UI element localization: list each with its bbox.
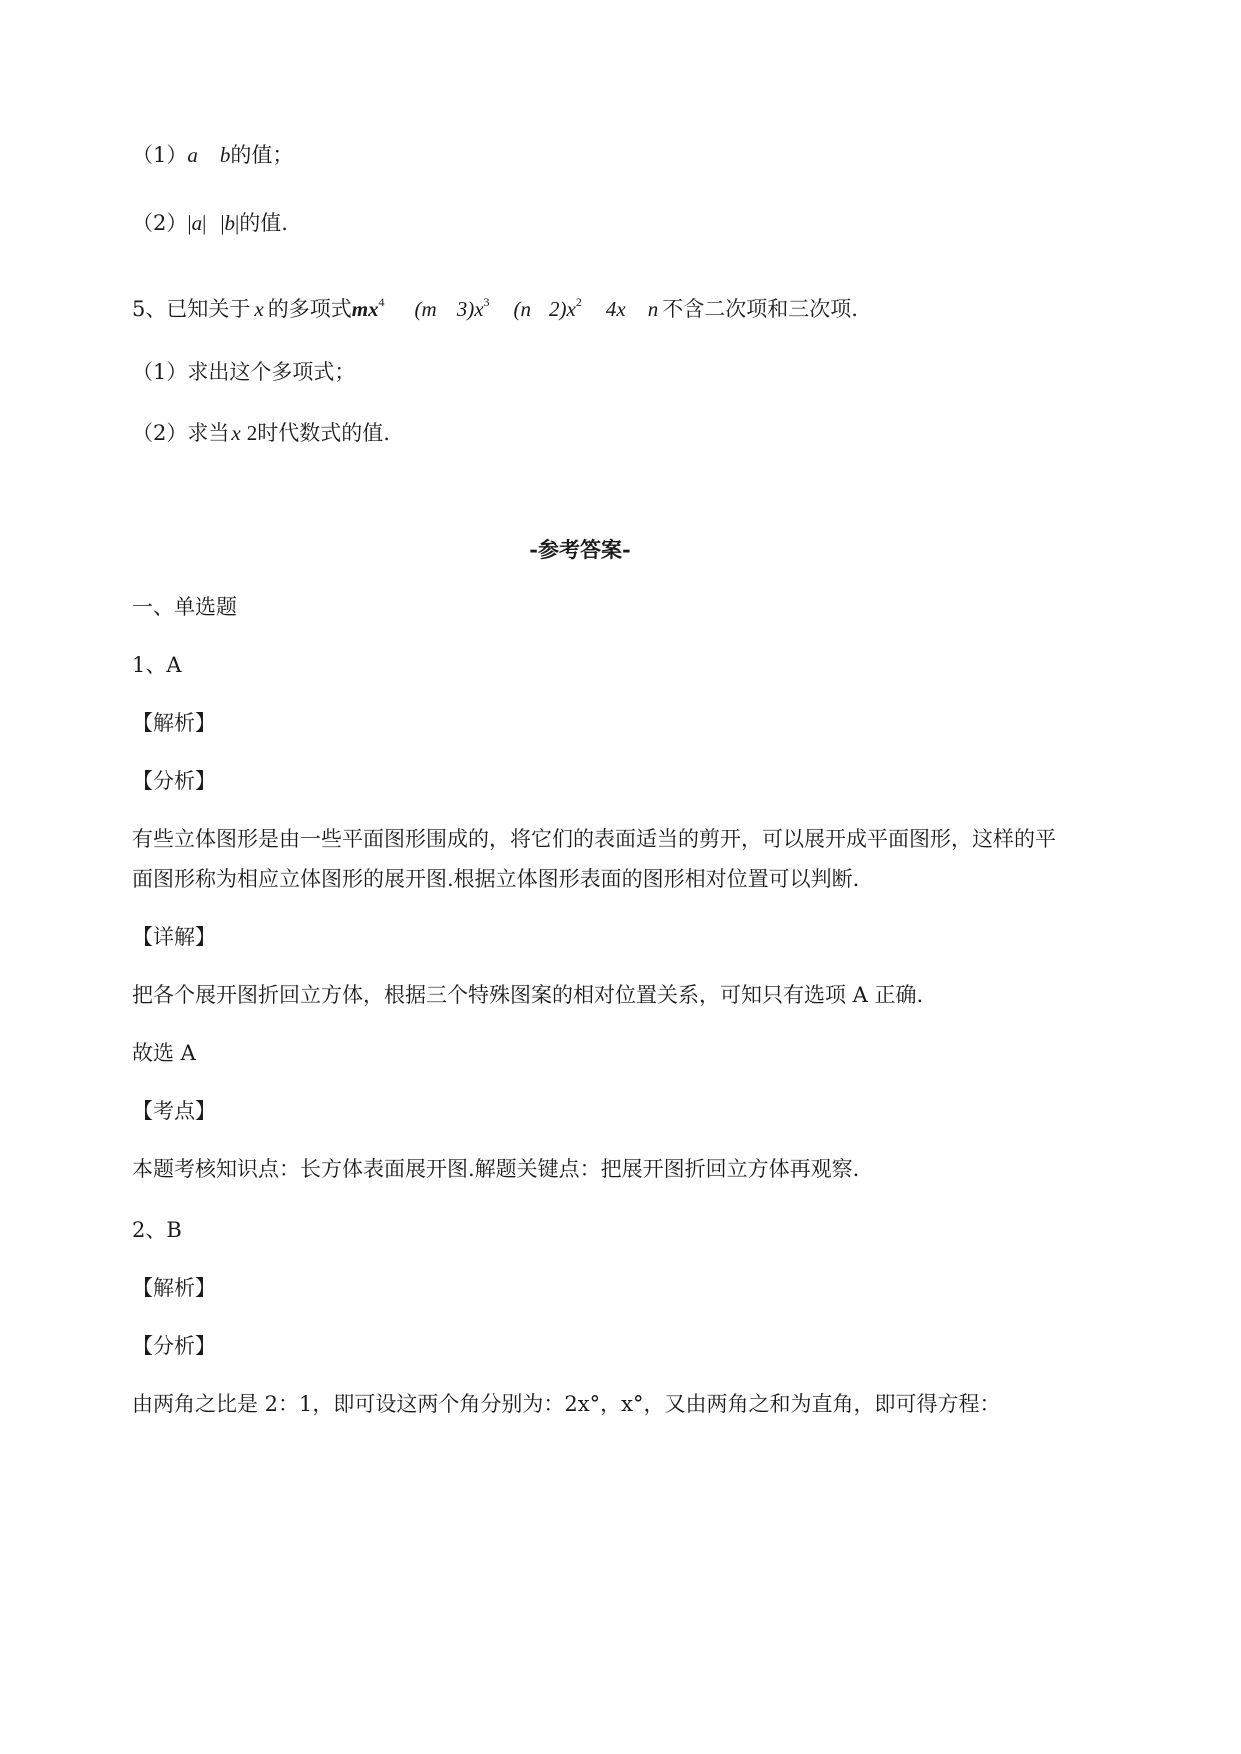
- q5-exp-3: 3: [483, 295, 490, 309]
- q4-sub1: [132, 140, 293, 170]
- q5-term-m: (m: [414, 297, 437, 321]
- q4-sub1-prefix: （1）: [132, 143, 188, 167]
- q5-sub2: [132, 418, 390, 448]
- answer-2-jiexi: 【解析】: [132, 1276, 216, 1300]
- answer-1-detail: 把各个展开图折回立方体，根据三个特殊图案的相对位置关系，可知只有选项 A 正确.: [132, 983, 924, 1007]
- answers-title: -参考答案-: [529, 537, 631, 562]
- q5-sub2-prefix: （2）求当: [132, 421, 230, 445]
- q5-var: x: [254, 297, 264, 321]
- q4-sub2-prefix: （2）: [132, 211, 188, 235]
- q4-sub1-var-b: b: [219, 143, 231, 167]
- q5-exp-2: 2: [575, 295, 582, 309]
- q4-sub2-abs-a: a: [191, 211, 203, 235]
- answer-1-choice: 故选 A: [132, 1041, 196, 1065]
- q4-sub2-suffix: 的值.: [239, 211, 288, 235]
- answer-1-point: 本题考核知识点：长方体表面展开图.解题关键点：把展开图折回立方体再观察.: [132, 1157, 860, 1181]
- q5-sub2-var: x: [231, 421, 241, 445]
- q5-sub2-value: 2: [246, 421, 258, 445]
- answer-2-number: 2、B: [132, 1218, 182, 1242]
- q5-sub2-suffix: 时代数式的值.: [257, 421, 390, 445]
- q4-sub2: （2）|a| |b|的值.: [132, 211, 288, 235]
- q5-mid: 的多项式: [267, 297, 352, 321]
- q5-term-2x: 2)x: [549, 297, 576, 321]
- q4-sub1-suffix: 的值；: [230, 143, 294, 167]
- answer-2-analysis-line1: 由两角之比是 2：1，即可设这两个角分别为：2x°，x°，又由两角之和为直角，即可得方程：: [132, 1392, 1001, 1416]
- q5-prefix: 5、已知关于: [132, 297, 251, 321]
- q5-term-n: (n: [513, 297, 532, 321]
- q4-sub1-var-a: a: [187, 143, 198, 167]
- q5-exp-4: 4: [378, 295, 385, 309]
- section-heading: 一、单选题: [132, 595, 237, 619]
- q5-term-4x: 4x: [605, 297, 626, 321]
- answer-1-kaodian: 【考点】: [132, 1099, 216, 1123]
- answer-1-fenxi: 【分析】: [132, 769, 216, 793]
- answer-1-analysis-line1: 有些立体图形是由一些平面图形围成的，将它们的表面适当的剪开，可以展开成平面图形，这样的平: [132, 827, 1056, 851]
- q4-sub2-abs-b: b: [224, 211, 236, 235]
- answer-2-fenxi: 【分析】: [132, 1334, 216, 1358]
- q5-sub1: （1）求出这个多项式；: [132, 360, 356, 384]
- q5-stem: [132, 289, 858, 324]
- q5-term-3x: 3)x: [456, 297, 484, 321]
- q5-term-n2: n: [647, 297, 659, 321]
- answer-1-analysis-line2: 面图形称为相应立体图形的展开图.根据立体图形表面的图形相对位置可以判断.: [132, 867, 860, 891]
- q5-term-mx: mx: [351, 297, 379, 321]
- answer-1-xiangjie: 【详解】: [132, 925, 216, 949]
- q5-suffix: 不含二次项和三次项.: [662, 297, 858, 321]
- answer-1-number: 1、A: [132, 653, 182, 677]
- answer-1-jiexi: 【解析】: [132, 711, 216, 735]
